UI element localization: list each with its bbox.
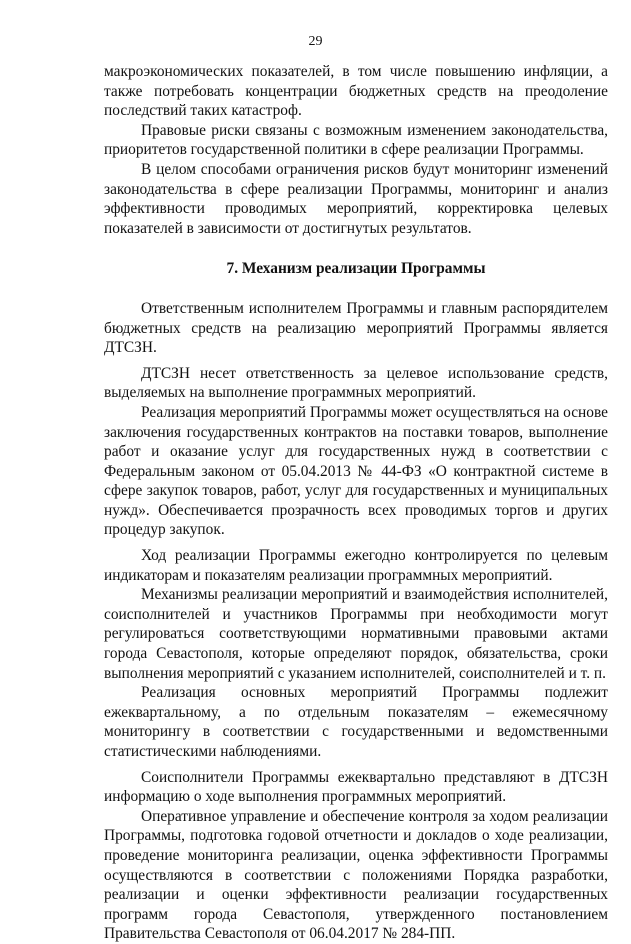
paragraph: Механизмы реализации мероприятий и взаимодействия исполнителей, соисполнителей и участников Программы при необходимости могут регулироваться соответствующими нормативными правовыми актами города Севастополя, которые определяют порядок, обязательства, сроки выполнения мероприятий с указанием исполнителей, соисполнителей и т. п. [104, 586, 608, 682]
paragraph: Ход реализации Программы ежегодно контролируется по целевым индикаторам и показателям реализации программных мероприятий. [104, 547, 608, 584]
page-number: 29 [308, 34, 323, 49]
paragraph: макроэкономических показателей, в том числе повышению инфляции, а также потребовать концентрации бюджетных средств на преодоление последствий таких катастроф. [104, 63, 608, 120]
paragraph: Оперативное управление и обеспечение контроля за ходом реализации Программы, подготовка годовой отчетности и докладов о ходе реализации, проведение мониторинга реализации, оценка эффективности Программы осуществляются в соответствии с положениями Порядка разработки, реализации и оценки эффективности реализации государственных программ города Севастополя, утвержденного постановлением Правительства Севастополя от 06.04.2017 № 284-ПП. [104, 807, 608, 943]
paragraph: Ответственным исполнителем Программы и главным распорядителем бюджетных средств на реализацию мероприятий Программы является ДТСЗН. [104, 299, 608, 357]
section-heading: 7. Механизм реализации Программы [226, 260, 486, 278]
paragraph: Правовые риски связаны с возможным изменением законодательства, приоритетов государственной политики в сфере реализации Программы. [104, 121, 608, 159]
paragraph: ДТСЗН несет ответственность за целевое использование средств, выделяемых на выполнение программных мероприятий. [104, 364, 608, 402]
paragraph: Соисполнители Программы ежеквартально представляют в ДТСЗН информацию о ходе выполнения программных мероприятий. [104, 768, 608, 806]
paragraph: Реализация основных мероприятий Программы подлежит ежеквартальному, а по отдельным показателям – ежемесячному мониторингу в соответствии с государственными и ведомственными статистическими наблюдениями. [104, 684, 608, 760]
paragraph: Реализация мероприятий Программы может осуществляться на основе заключения государственных контрактов на поставки товаров, выполнение работ и оказание услуг для государственных нужд в соответствии с Федеральным законом от 05.04.2013 № 44-ФЗ «О контрактной системе в сфере закупок товаров, работ, услуг для государственных и муниципальных нужд». Обеспечивается прозрачность всех проводимых торгов и других процедур закупок. [104, 403, 608, 539]
document-body [104, 62, 608, 944]
paragraph: В целом способами ограничения рисков будут мониторинг изменений законодательства в сфере реализации Программы, мониторинг и анализ эффективности проводимых мероприятий, корректировка целевых показателей в зависимости от достигнутых результатов. [104, 160, 608, 237]
